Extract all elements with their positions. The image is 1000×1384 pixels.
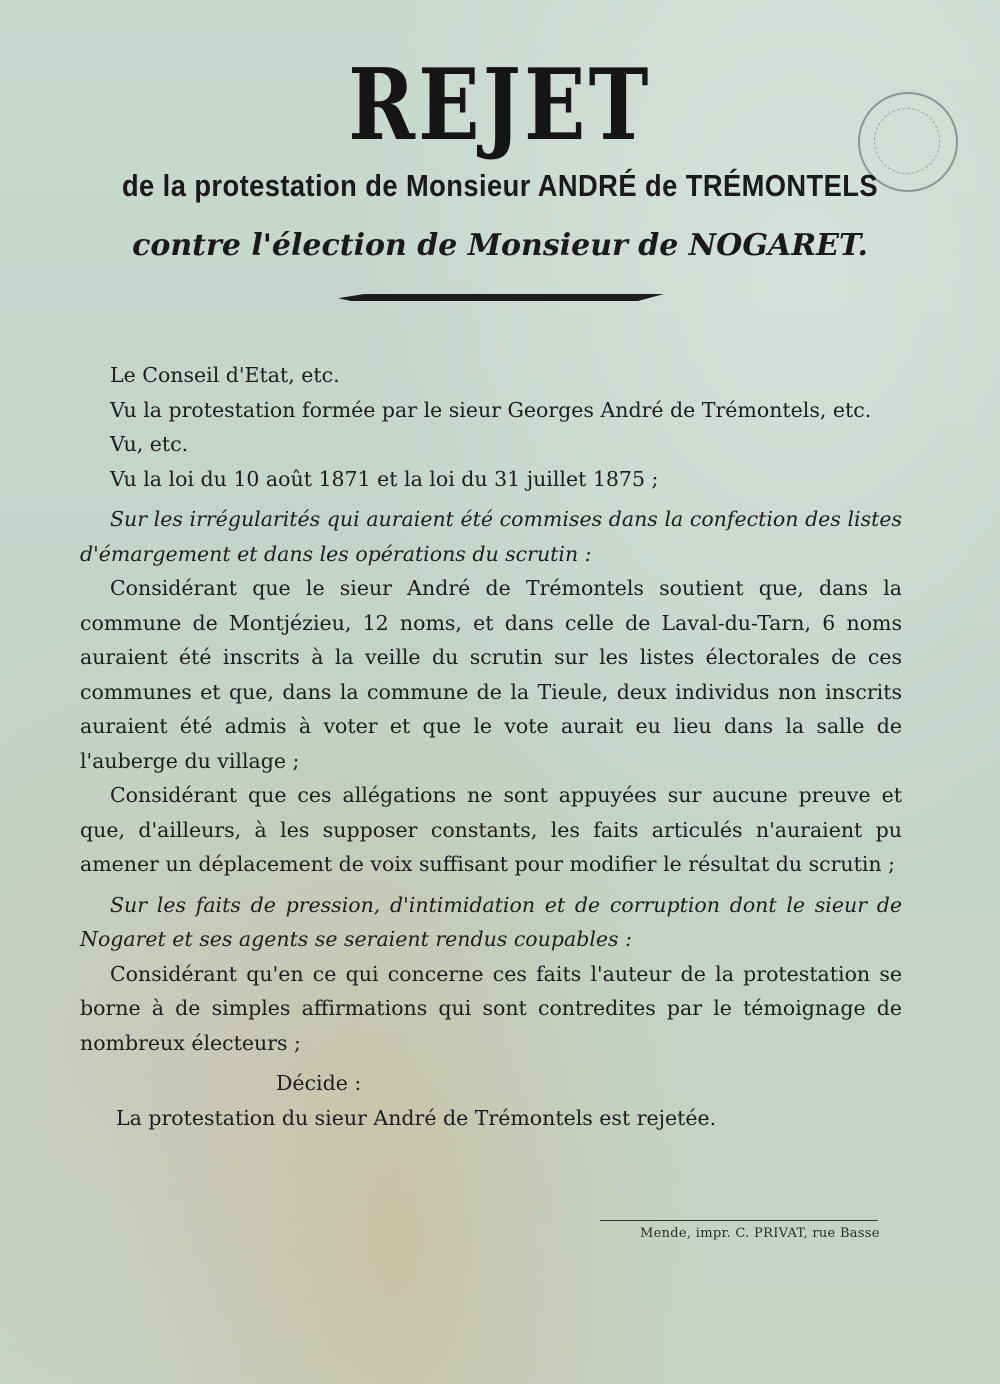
paragraph-considerant-3: Considérant qu'en ce qui concerne ces faits l'auteur de la protestation se borne à de simples affirmations qui sont contredites par le témoignage de nombreux électeurs ; [80, 961, 902, 1055]
heading-irregularites: Sur les irrégularités qui auraient été commises dans la confection des listes d'émargement et dans les opérations du scrutin : [80, 507, 902, 566]
poster-subtitle: de la protestation de Monsieur ANDRÉ de TRÉMONTELS [121, 168, 879, 203]
heading-pression: Sur les faits de pression, d'intimidation et de corruption dont le sieur de Nogaret et ses agents se seraient rendus coupables : [80, 892, 902, 951]
paragraph-protestation: Vu la protestation formée par le sieur Georges André de Trémontels, etc. [110, 397, 872, 422]
decide-label: Décide : [276, 1071, 362, 1095]
decision-statement: La protestation du sieur André de Trémontels est rejetée. [116, 1105, 717, 1130]
paragraph-considerant-1: Considérant que le sieur André de Trémontels soutient que, dans la commune de Montjézieu, 12 noms, et dans celle de Laval-du-Tarn, 6 noms auraient été inscrits à la veille du scrutin sur les listes électorales de ces communes et que, dans la commune de la Tieule, deux individus non inscrits auraient été admis à voter et que le vote aurait eu lieu dans la salle de l'auberge du village ; [80, 576, 902, 773]
title-divider [338, 294, 664, 301]
paragraph-conseil: Le Conseil d'Etat, etc. [110, 363, 340, 387]
poster-subtitle-italic: contre l'élection de Monsieur de NOGARET. [132, 228, 868, 263]
paragraph-vu: Vu, etc. [110, 432, 189, 456]
poster-title: REJET [348, 48, 652, 163]
printer-divider [600, 1220, 878, 1221]
paragraph-loi: Vu la loi du 10 août 1871 et la loi du 31 juillet 1875 ; [110, 466, 659, 491]
decision-text [80, 358, 902, 1135]
printer-imprint: Mende, impr. C. PRIVAT, rue Basse [640, 1226, 880, 1241]
paragraph-considerant-2: Considérant que ces allégations ne sont appuyées sur aucune preuve et que, d'ailleurs, à les supposer constants, les faits articulés n'auraient pu amener un déplacement de voix suffisant pour modifier le résultat du scrutin ; [80, 783, 902, 876]
